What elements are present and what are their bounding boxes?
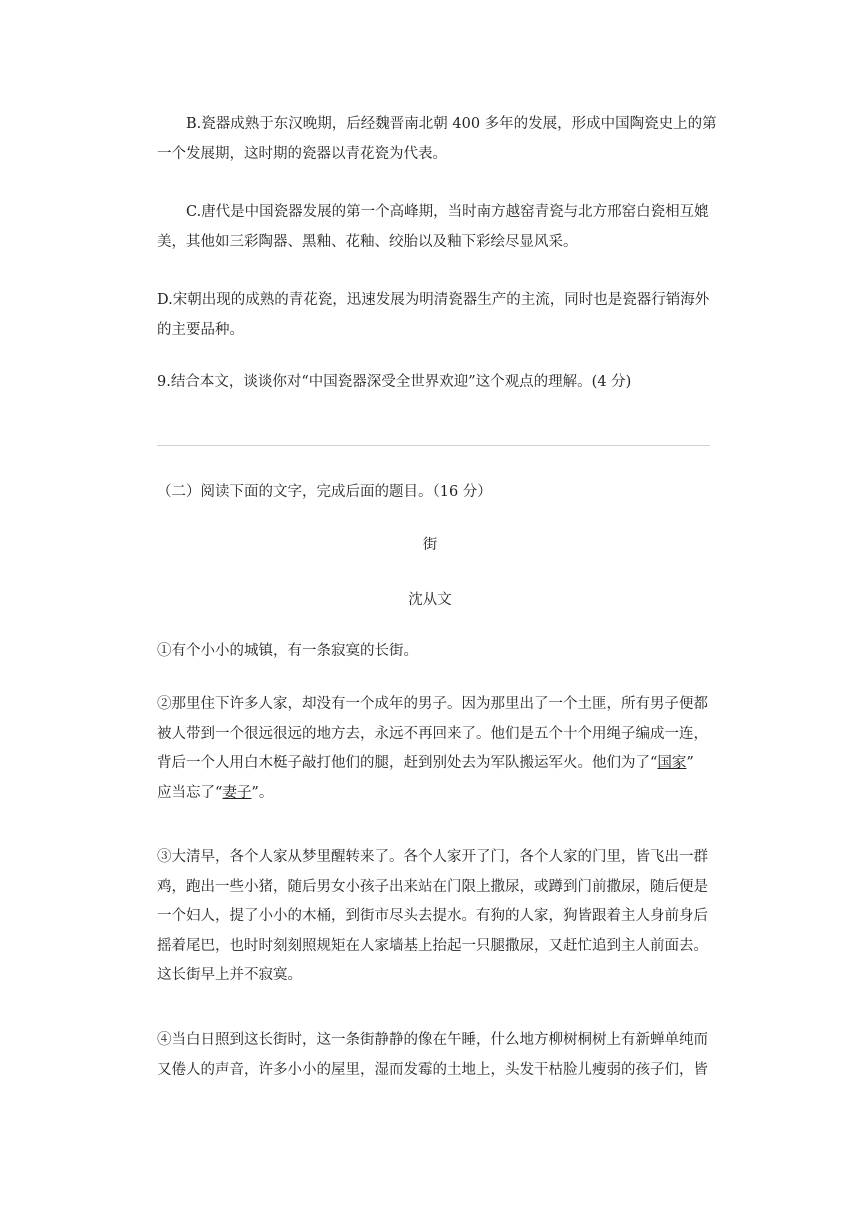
essay-title: 街	[422, 537, 438, 553]
paragraph-3-line-4: 摇着尾巴，也时时刻刻照规矩在人家墙基上抬起一只腿撒尿，又赶忙追到主人前面去。	[157, 937, 708, 954]
option-c-line-1: C.唐代是中国瓷器发展的第一个高峰期，当时南方越窑青瓷与北方邢窑白瓷相互媲	[186, 204, 709, 220]
option-d-line-1: D.宋朝出现的成熟的青花瓷，迅速发展为明清瓷器生产的主流，同时也是瓷器行销海外	[157, 292, 710, 308]
option-c	[157, 198, 761, 257]
option-b-line-2: 一个发展期，这时期的瓷器以青花瓷为代表。	[157, 145, 447, 162]
paragraph-2-line-3-text: 背后一个人用白木梃子敲打他们的腿，赶到别处去为军队搬运军火。他们为了	[157, 755, 650, 771]
paragraph-2-line-1: ②那里住下许多人家，却没有一个成年的男子。因为那里出了一个土匪，所有男子便都	[157, 696, 708, 712]
paragraph-2	[157, 690, 732, 808]
paragraph-2-line-4-suffix: ”。	[251, 784, 274, 801]
option-c-line-2: 美，其他如三彩陶器、黑釉、花釉、绞胎以及釉下彩绘尽显风采。	[157, 233, 578, 250]
paragraph-3-line-1: ③大清早，各个人家从梦里醒转来了。各个人家开了门，各个人家的门里，皆飞出一群	[157, 849, 708, 865]
essay-author: 沈从文	[408, 592, 452, 608]
question-9-text: 9.结合本文，谈谈你对“中国瓷器深受全世界欢迎”这个观点的理解。(4 分)	[157, 374, 632, 390]
paragraph-4	[157, 1026, 732, 1085]
quote-open: “	[650, 755, 658, 771]
option-b-line-1: B.瓷器成熟于东汉晚期，后经魏晋南北朝 400 多年的发展，形成中国陶瓷史上的第	[186, 116, 717, 132]
question-9	[157, 368, 732, 398]
quote-close: ”	[686, 755, 694, 771]
paragraph-2-line-2: 被人带到一个很远很远的地方去，永远不再回来了。他们是五个十个用绳子编成一连，	[157, 725, 708, 742]
paragraph-3-line-3: 一个妇人，提了小小的木桶，到街市尽头去提水。有狗的人家，狗皆跟着主人身前身后	[157, 908, 708, 924]
paragraph-3-line-5: 这长街早上并不寂寞。	[157, 967, 302, 983]
paragraph-1-text: ①有个小小的城镇，有一条寂寞的长街。	[157, 643, 418, 659]
paragraph-2-line-4	[157, 779, 732, 809]
paragraph-3-line-2: 鸡，跑出一些小猪，随后男女小孩子出来站在门限上撒尿，或蹲到门前撒尿，随后便是	[157, 878, 708, 895]
answer-line	[157, 445, 710, 446]
paragraph-4-line-2: 又倦人的声音，许多小小的屋里，湿而发霉的土地上，头发干枯脸儿瘦弱的孩子们，皆	[157, 1061, 708, 1078]
option-b	[157, 110, 761, 169]
paragraph-1	[157, 637, 732, 667]
paragraph-2-line-4-prefix: 应当忘了“	[157, 784, 223, 801]
section-heading-text: （二）阅读下面的文字，完成后面的题目。（16 分）	[157, 484, 492, 500]
paragraph-4-line-1: ④当白日照到这长街时，这一条街静静的像在午睡，什么地方柳树桐树上有新蝉单纯而	[157, 1032, 708, 1048]
section-heading	[157, 478, 732, 508]
paragraph-3	[157, 843, 732, 991]
underlined-term-qizi: 妻子	[222, 784, 252, 801]
paragraph-2-line-3	[157, 749, 732, 779]
option-d	[157, 286, 732, 345]
option-d-line-2: 的主要品种。	[157, 321, 244, 338]
underlined-term-guojia: 国家	[657, 755, 687, 771]
